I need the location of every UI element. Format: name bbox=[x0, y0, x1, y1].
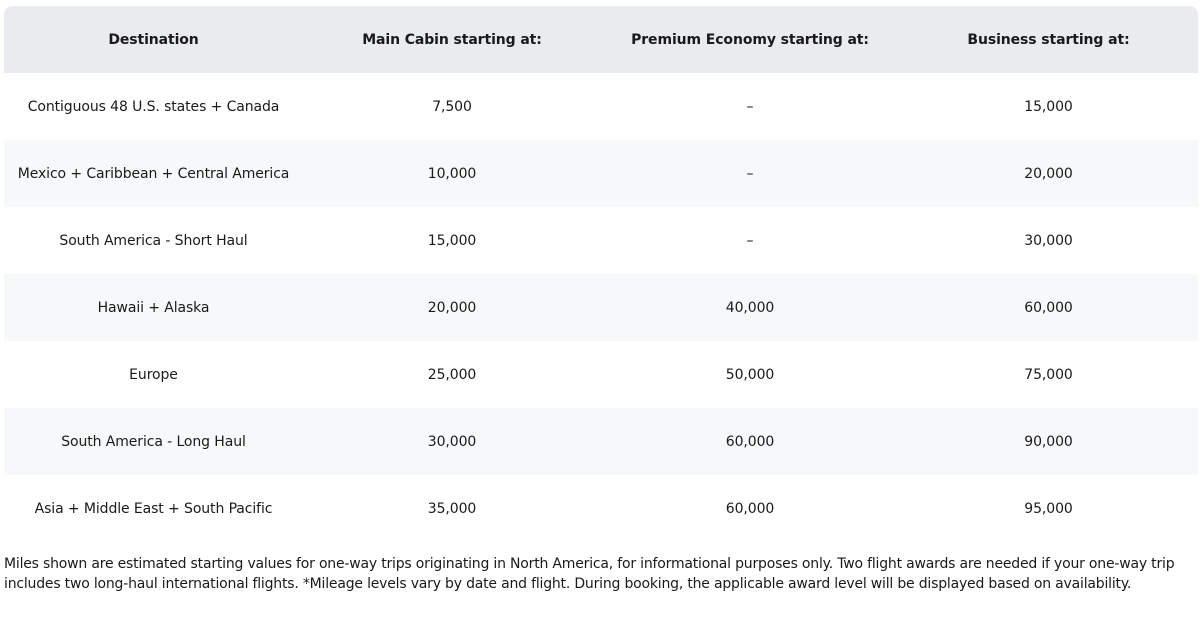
cell-business: 90,000 bbox=[1024, 433, 1073, 450]
cell-premium-economy: – bbox=[746, 98, 754, 115]
header-premium-economy: Premium Economy starting at: bbox=[631, 31, 869, 48]
cell-main-cabin: 7,500 bbox=[432, 98, 472, 115]
cell-premium-economy: 60,000 bbox=[725, 500, 775, 517]
cell-destination: South America - Long Haul bbox=[61, 433, 246, 450]
table-row bbox=[4, 341, 1198, 408]
table-row bbox=[4, 140, 1198, 207]
cell-destination: Asia + Middle East + South Pacific bbox=[34, 500, 273, 517]
cell-business: 30,000 bbox=[1024, 232, 1073, 249]
footnote-disclaimer: Miles shown are estimated starting values for one-way trips originating in North America, for informational purposes only. Two flight awards are needed if your one-way trip includes two long-haul international flights. *Mileage levels vary by date and flight. During booking, the applicable award level will be displayed based on availability. bbox=[4, 556, 1175, 592]
header-destination: Destination bbox=[108, 31, 199, 48]
cell-premium-economy: – bbox=[746, 232, 754, 249]
cell-destination: Contiguous 48 U.S. states + Canada bbox=[27, 98, 280, 115]
cell-destination: Europe bbox=[129, 366, 178, 383]
table-row bbox=[4, 207, 1198, 274]
header-main-cabin: Main Cabin starting at: bbox=[362, 31, 542, 48]
cell-premium-economy: 40,000 bbox=[725, 299, 775, 316]
cell-main-cabin: 25,000 bbox=[427, 366, 477, 383]
header-business: Business starting at: bbox=[967, 31, 1130, 48]
table-row bbox=[4, 475, 1198, 542]
table-header-row bbox=[4, 6, 1198, 73]
cell-premium-economy: – bbox=[746, 165, 754, 182]
table-row bbox=[4, 274, 1198, 341]
cell-main-cabin: 30,000 bbox=[427, 433, 477, 450]
cell-premium-economy: 50,000 bbox=[725, 366, 775, 383]
award-chart-table bbox=[4, 6, 1198, 542]
cell-business: 95,000 bbox=[1024, 500, 1073, 517]
cell-business: 75,000 bbox=[1024, 366, 1073, 383]
cell-main-cabin: 20,000 bbox=[427, 299, 477, 316]
cell-business: 15,000 bbox=[1024, 98, 1073, 115]
table-row bbox=[4, 408, 1198, 475]
cell-destination: Hawaii + Alaska bbox=[97, 299, 210, 316]
cell-destination: South America - Short Haul bbox=[59, 232, 248, 249]
cell-main-cabin: 15,000 bbox=[427, 232, 477, 249]
cell-main-cabin: 35,000 bbox=[427, 500, 477, 517]
cell-main-cabin: 10,000 bbox=[427, 165, 477, 182]
table-row bbox=[4, 73, 1198, 140]
cell-premium-economy: 60,000 bbox=[725, 433, 775, 450]
cell-destination: Mexico + Caribbean + Central America bbox=[17, 165, 290, 182]
cell-business: 60,000 bbox=[1024, 299, 1073, 316]
cell-business: 20,000 bbox=[1024, 165, 1073, 182]
